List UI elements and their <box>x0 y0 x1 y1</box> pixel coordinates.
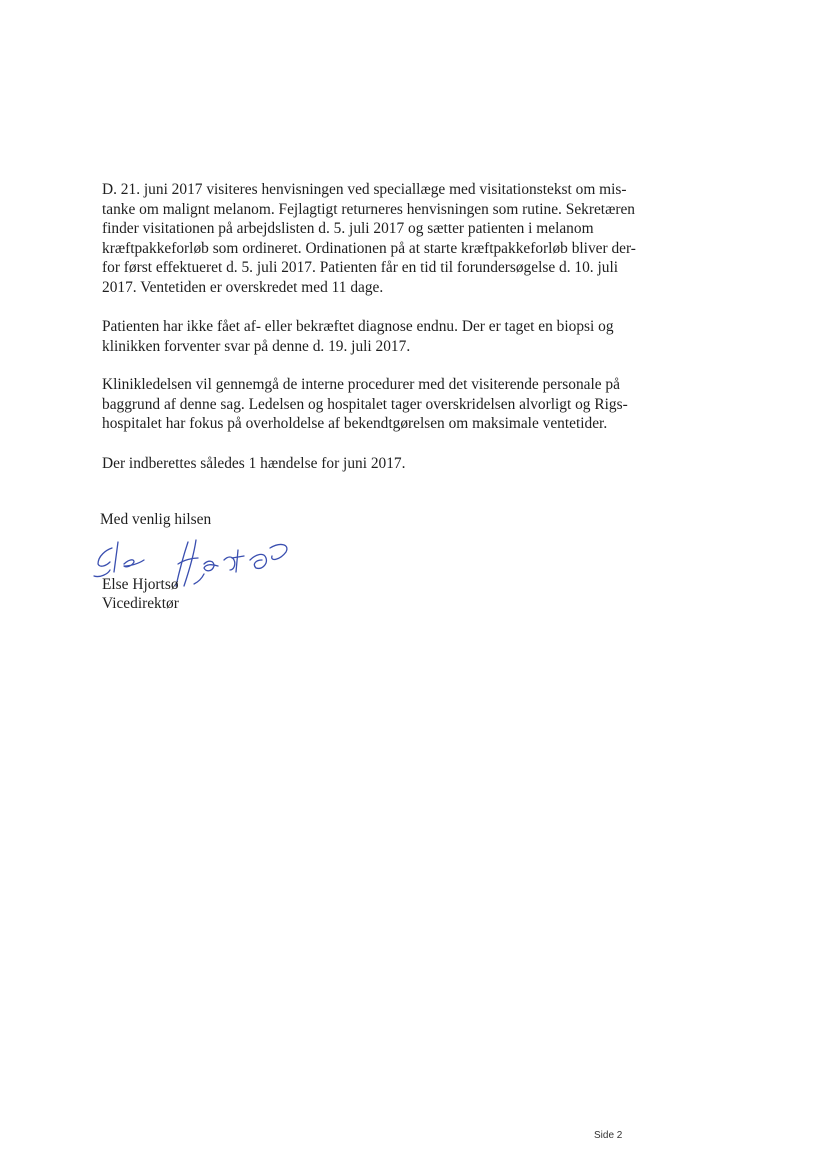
paragraph-diagnosis-status <box>102 317 654 356</box>
text-line: baggrund af denne sag. Ledelsen og hospitalet tager overskridelsen alvorligt og Rigs- <box>102 395 628 413</box>
text-line: kræftpakkeforløb som ordineret. Ordinationen på at starte kræftpakkeforløb bliver der- <box>102 239 636 257</box>
text-line: Patienten har ikke fået af- eller bekræftet diagnose endnu. Der er taget en biopsi og <box>102 318 614 335</box>
closing-salutation: Med venlig hilsen <box>100 511 212 528</box>
page-number: Side 2 <box>594 1130 623 1141</box>
text-line: Der indberettes således 1 hændelse for juni 2017. <box>102 455 406 472</box>
text-line: D. 21. juni 2017 visiteres henvisningen ved speciallæge med visitationstekst om mis- <box>102 181 627 198</box>
text-line: 2017. Ventetiden er overskredet med 11 dage. <box>102 278 384 296</box>
text-line: klinikken forventer svar på denne d. 19. juli 2017. <box>102 337 411 355</box>
sender-name: Else Hjortsø <box>102 576 179 593</box>
paragraph-referral-timeline <box>102 180 654 298</box>
text-line: tanke om malignt melanom. Fejlagtigt returneres henvisningen som rutine. Sekretæren <box>102 200 635 218</box>
paragraph-management-response <box>102 375 654 434</box>
text-line: Klinikledelsen vil gennemgå de interne procedurer med det visiterende personale på <box>102 376 620 393</box>
sender-title: Vicedirektør <box>102 595 179 612</box>
paragraph-reported-incidents <box>102 454 654 474</box>
text-line: for først effektueret d. 5. juli 2017. Patienten får en tid til forundersøgelse d. 10. juli <box>102 259 619 277</box>
text-line: finder visitationen på arbejdslisten d. 5. juli 2017 og sætter patienten i melanom <box>102 220 594 238</box>
text-line: hospitalet har fokus på overholdelse af bekendtgørelsen om maksimale ventetider. <box>102 415 608 433</box>
